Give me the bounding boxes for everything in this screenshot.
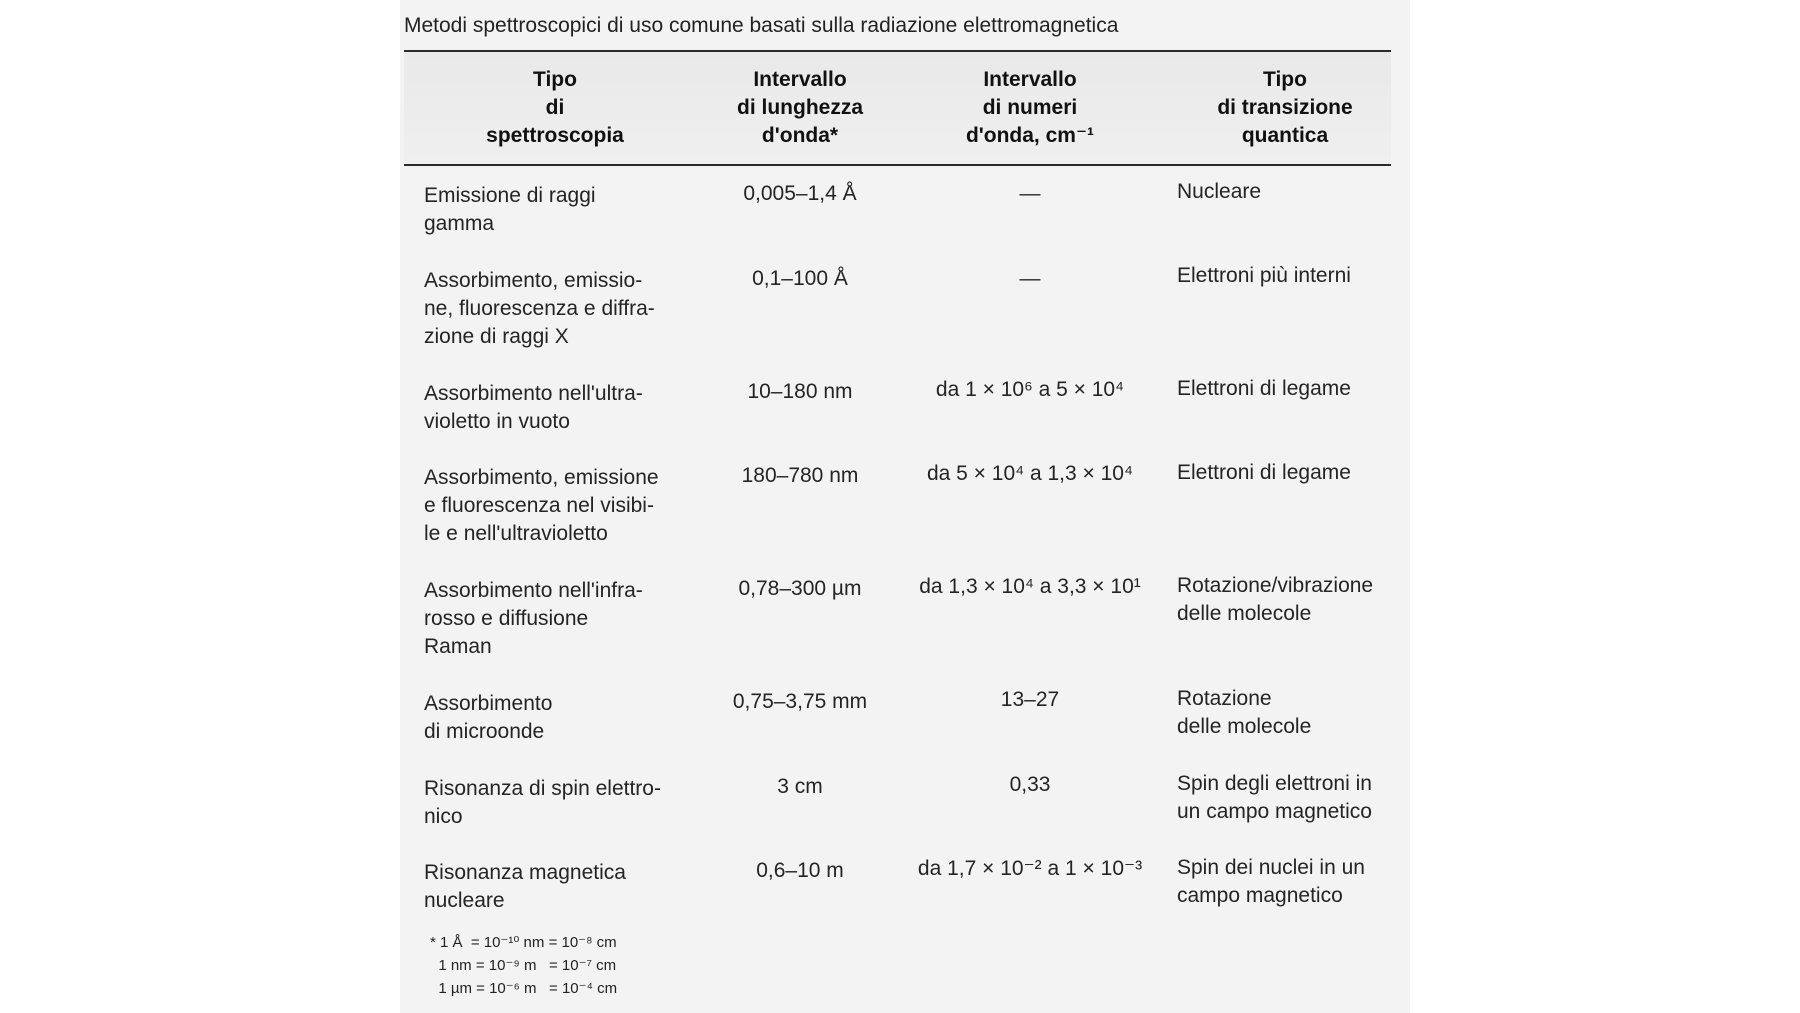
row-2-wavenumber: — (1019, 267, 1041, 290)
header-wavelength-range: Intervallo di lunghezza d'onda* (737, 68, 863, 147)
row-1-type: Emissione di raggi gamma (424, 184, 596, 235)
row-5-wavelength: 0,78–300 µm (738, 577, 862, 600)
row-8-wavenumber: da 1,7 × 10⁻² a 1 × 10⁻³ (917, 857, 1143, 880)
row-2-transition: Elettroni più interni (1177, 264, 1351, 287)
row-3-type: Assorbimento nell'ultra- violetto in vuoto (424, 382, 643, 433)
row-5-type: Assorbimento nell'infra- rosso e diffusione Raman (424, 579, 643, 658)
row-5-transition: Rotazione/vibrazione delle molecole (1177, 574, 1374, 625)
row-7-transition: Spin degli elettroni in un campo magnetico (1177, 772, 1372, 823)
row-5-wavenumber: da 1,3 × 10⁴ a 3,3 × 10¹ (919, 575, 1141, 598)
header-transition-type: Tipo di transizione quantica (1217, 68, 1353, 147)
row-8-type: Risonanza magnetica nucleare (424, 861, 626, 912)
header-spectroscopy-type: Tipo di spettroscopia (486, 68, 624, 147)
row-6-type: Assorbimento di microonde (424, 692, 553, 743)
row-8-wavelength: 0,6–10 m (756, 859, 844, 882)
row-1-transition: Nucleare (1177, 180, 1262, 203)
row-3-transition: Elettroni di legame (1177, 377, 1351, 400)
row-4-wavenumber: da 5 × 10⁴ a 1,3 × 10⁴ (926, 462, 1134, 485)
row-7-wavenumber: 0,33 (1009, 773, 1051, 796)
row-3-wavelength: 10–180 nm (747, 380, 853, 403)
row-6-wavenumber: 13–27 (1000, 688, 1060, 711)
row-7-wavelength: 3 cm (777, 775, 823, 798)
row-8-transition: Spin dei nuclei in un campo magnetico (1177, 856, 1365, 907)
row-4-type: Assorbimento, emissione e fluorescenza nel visibi- le e nell'ultravioletto (424, 466, 659, 545)
row-7-type: Risonanza di spin elettro- nico (424, 777, 661, 828)
row-6-wavelength: 0,75–3,75 mm (732, 690, 868, 713)
row-2-wavelength: 0,1–100 Å (752, 267, 848, 290)
unit-footnote: * 1 Å = 10⁻¹⁰ nm = 10⁻⁸ cm 1 nm = 10⁻⁹ m = 10⁻⁷ cm 1 µm = 10⁻⁶ m = 10⁻⁴ cm (430, 934, 618, 997)
header-wavenumber-range: Intervallo di numeri d'onda, cm⁻¹ (965, 68, 1095, 147)
row-4-wavelength: 180–780 nm (741, 464, 859, 487)
row-2-type: Assorbimento, emissio- ne, fluorescenza e diffra- zione di raggi X (424, 269, 655, 348)
row-3-wavenumber: da 1 × 10⁶ a 5 × 10⁴ (935, 378, 1125, 401)
row-4-transition: Elettroni di legame (1177, 461, 1351, 484)
row-1-wavelength: 0,005–1,4 Å (743, 182, 857, 205)
row-1-wavenumber: — (1019, 182, 1041, 205)
row-6-transition: Rotazione delle molecole (1177, 687, 1312, 738)
table-caption: Metodi spettroscopici di uso comune basati sulla radiazione elettromagnetica (404, 14, 1119, 37)
table-header-rule (404, 164, 1391, 166)
